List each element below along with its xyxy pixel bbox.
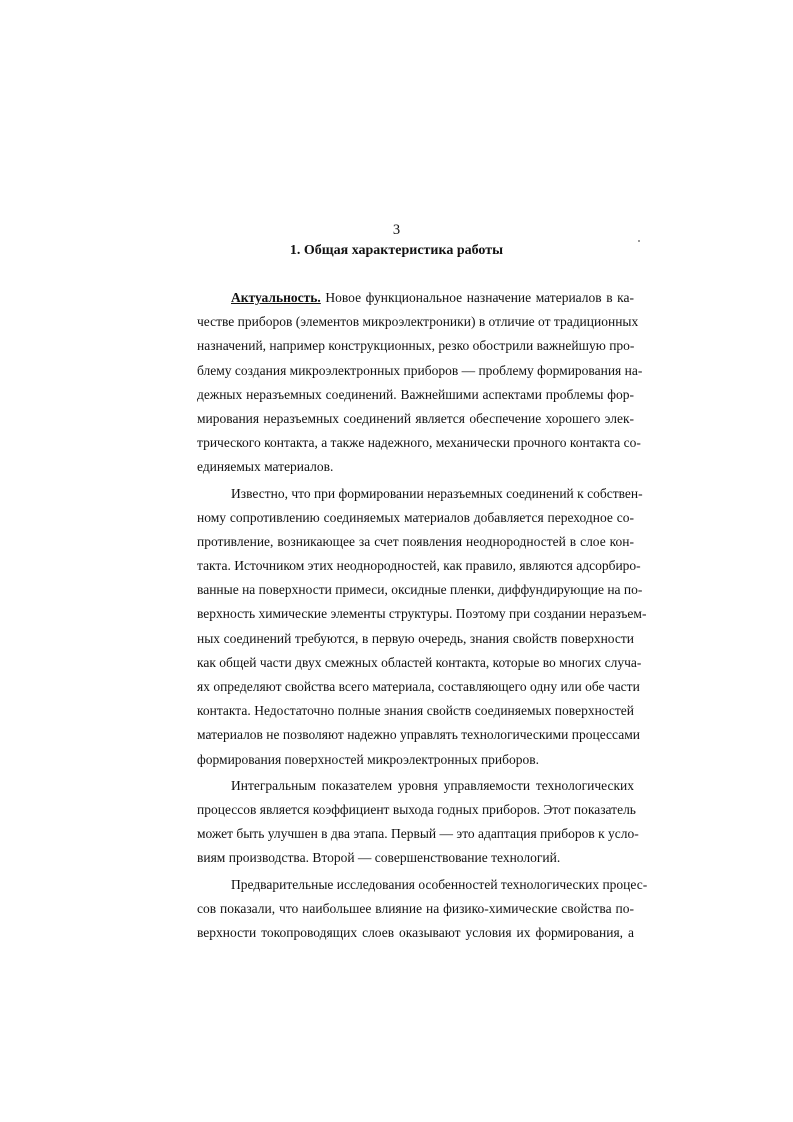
paragraph-line: дежных неразъемных соединений. Важнейшими аспектами проблемы фор- <box>197 386 634 402</box>
body-text <box>197 286 648 947</box>
paragraph-line: сов показали, что наибольшее влияние на физико-химические свойства по- <box>197 900 634 916</box>
paragraph-line: формирования поверхностей микроэлектронных приборов. <box>197 751 540 767</box>
paragraph-line: ных соединений требуются, в первую очередь, знания свойств поверхности <box>197 630 634 646</box>
paragraph-line: верхности токопроводящих слоев оказывают условия их формирования, а <box>197 924 634 940</box>
paragraph-yield <box>197 774 639 871</box>
paragraph-line: назначений, например конструкционных, резко обострили важнейшую про- <box>197 338 635 354</box>
paragraph-line: Предварительные исследования особенностей технологических процес- <box>231 876 648 892</box>
paragraph-line: ному сопротивлению соединяемых материалов добавляется переходное со- <box>197 509 634 525</box>
paragraph-line: как общей части двух смежных областей контакта, которые во многих случа- <box>197 654 642 670</box>
paragraph-line: мирования неразъемных соединений является обеспечение хорошего элек- <box>197 410 634 426</box>
paragraph-line: такта. Источником этих неоднородностей, как правило, являются адсорбиро- <box>197 558 641 574</box>
section-title: 1. Общая характеристика работы <box>289 243 504 258</box>
paragraph-research <box>197 873 648 946</box>
paragraph-line: ванные на поверхности примеси, оксидные пленки, диффундирующие на по- <box>197 582 643 598</box>
paragraph-contacts <box>197 482 647 772</box>
page-number: 3 <box>392 222 401 238</box>
lead-term: Актуальность. <box>231 290 321 305</box>
paragraph-line: ях определяют свойства всего материала, составляющего одну или обе части <box>197 679 640 694</box>
paragraph-relevance <box>197 286 643 480</box>
paragraph-line: Известно, что при формировании неразъемных соединений к собствен- <box>231 485 643 501</box>
paragraph-line: единяемых материалов. <box>197 459 334 475</box>
paragraph-line: трического контакта, а также надежного, механически прочного контакта со- <box>197 435 641 451</box>
paragraph-line: верхность химические элементы структуры. Поэтому при создании неразъем- <box>197 606 647 622</box>
paragraph-line: контакта. Недостаточно полные знания свойств соединяемых поверхностей <box>197 703 634 719</box>
paragraph-line: противление, возникающее за счет появления неоднородностей в слое кон- <box>197 533 634 549</box>
paragraph-line: процессов является коэффициент выхода годных приборов. Этот показатель <box>197 801 636 817</box>
paragraph-line: блему создания микроэлектронных приборов — проблему формирования на- <box>197 362 643 378</box>
paragraph-line: материалов не позволяют надежно управлять технологическими процессами <box>197 727 640 743</box>
paragraph-line: честве приборов (элементов микроэлектроники) в отличие от традиционных <box>197 314 639 330</box>
paragraph-line: может быть улучшен в два этапа. Первый — это адаптация приборов к усло- <box>197 826 639 842</box>
paragraph-line: Актуальность. Новое функциональное назначение материалов в ка- <box>231 290 634 305</box>
paragraph-line: Интегральным показателем уровня управляемости технологических <box>231 777 634 793</box>
paragraph-line: виям производства. Второй — совершенствование технологий. <box>197 850 561 866</box>
